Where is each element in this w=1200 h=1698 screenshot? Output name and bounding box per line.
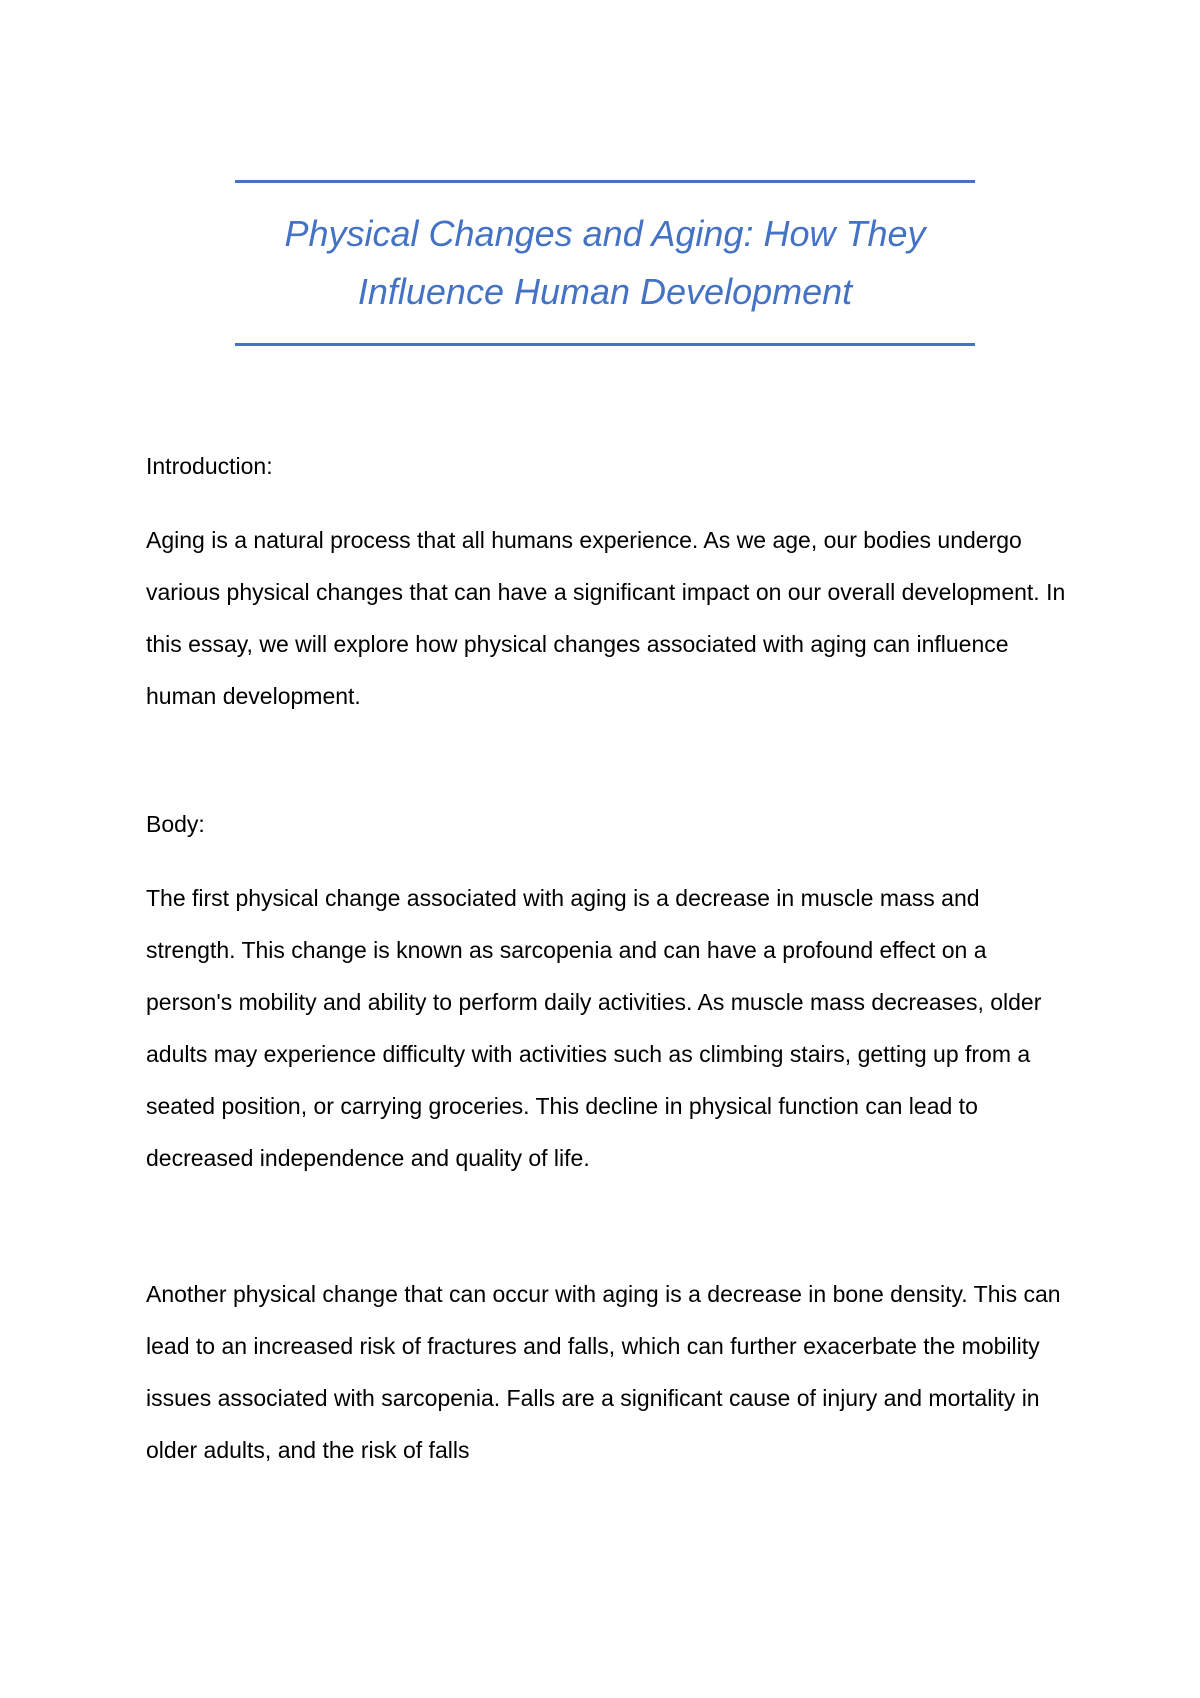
title-block [235, 180, 975, 346]
introduction-heading: Introduction: [146, 453, 273, 479]
introduction-paragraph: Aging is a natural process that all humans experience. As we age, our bodies undergo various physical changes that can have a significant impact on our overall development. In this essay, we will explore how physical changes associated with aging can influence human development. [146, 527, 1066, 709]
document-body [146, 448, 1066, 1476]
section-spacer [146, 722, 1066, 806]
document-title: Physical Changes and Aging: How They Influence Human Development [284, 213, 926, 312]
body-paragraph-2: Another physical change that can occur with aging is a decrease in bone density. This can lead to an increased risk of fractures and falls, which can further exacerbate the mobility issues associated with sarcopenia. Falls are a significant cause of injury and mortality in older adults, and the risk of falls [146, 1281, 1061, 1463]
title-bottom-rule [235, 343, 975, 346]
body-paragraph-1: The first physical change associated with aging is a decrease in muscle mass and strength. This change is known as sarcopenia and can have a profound effect on a person's mobility and ability to perform daily activities. As muscle mass decreases, older adults may experience difficulty with activities such as climbing stairs, getting up from a seated position, or carrying groceries. This decline in physical function can lead to decreased independence and quality of life. [146, 885, 1042, 1171]
paragraph-spacer [146, 1184, 1066, 1268]
body-heading: Body: [146, 811, 205, 837]
title-top-rule [235, 180, 975, 183]
